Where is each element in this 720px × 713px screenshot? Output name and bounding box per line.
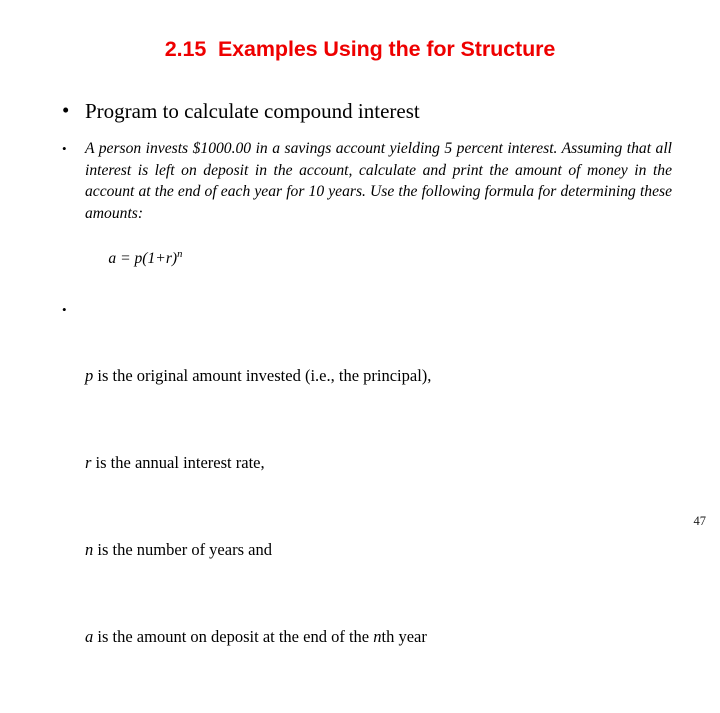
- bullet-definitions: [58, 299, 672, 713]
- bullet-dot-icon: •: [62, 141, 67, 156]
- definition-inline-symbol-n: n: [373, 627, 382, 647]
- definition-list: [85, 299, 672, 713]
- definition-text-p: is the original amount invested (i.e., the principal),: [93, 365, 432, 385]
- definition-item-p: [85, 365, 672, 387]
- definition-item-a: [85, 626, 672, 648]
- definition-text-r: is the annual interest rate,: [91, 452, 265, 472]
- formula-base: a = p(1+r): [108, 249, 178, 267]
- bullet-heading: [58, 98, 672, 124]
- definition-text-n: is the number of years and: [93, 539, 272, 559]
- slide-body: [58, 98, 672, 713]
- heading-bullet-text: Program to calculate compound interest: [85, 99, 420, 123]
- definition-symbol-r: r: [85, 452, 92, 472]
- description-paragraph: A person invests $1000.00 in a savings account yielding 5 percent interest. Assuming that all interest is left on deposit in the account, calculate and print the amount of money in the account at the end of each year for 10 years. Use the following formula for determining these amounts:: [85, 140, 672, 222]
- bullet-dot-icon: •: [62, 98, 70, 122]
- page-number: 47: [693, 514, 706, 528]
- definition-item-r: [85, 452, 672, 474]
- slide-title: 2.15 Examples Using the for Structure: [164, 37, 556, 61]
- definition-item-n: [85, 539, 672, 561]
- formula-exponent: n: [177, 248, 183, 260]
- bullet-dot-icon: •: [62, 302, 67, 318]
- definition-symbol-p: p: [85, 365, 94, 385]
- bullet-description: [58, 138, 672, 224]
- definition-text-a-after: th year: [381, 627, 427, 647]
- definition-symbol-n: n: [85, 539, 94, 559]
- formula-line: [58, 226, 672, 291]
- definition-text-a-before: is the amount on deposit at the end of the: [93, 627, 374, 647]
- definition-symbol-a: a: [85, 627, 94, 647]
